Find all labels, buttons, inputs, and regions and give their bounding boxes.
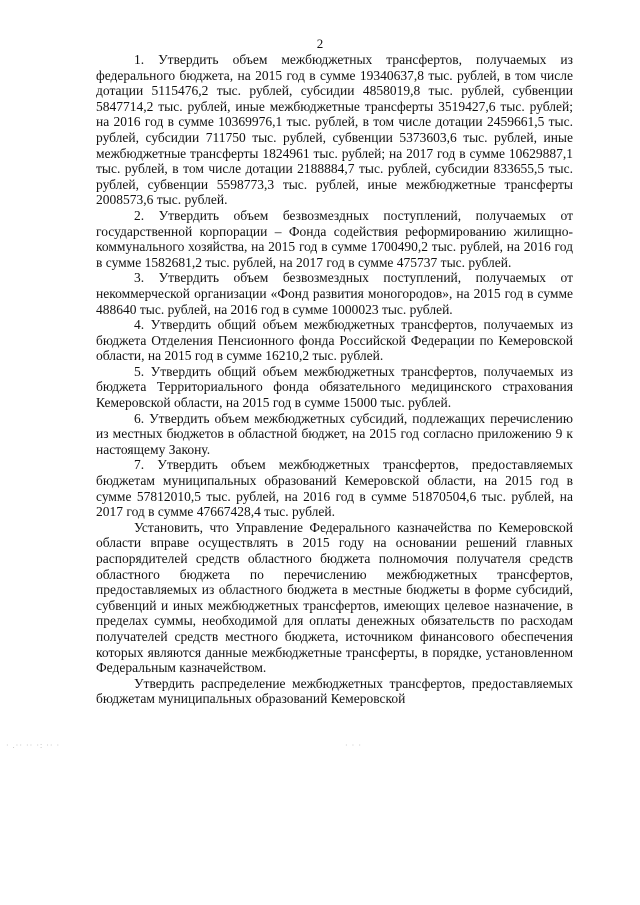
paragraph-5-medical-insurance-transfers: 5. Утвердить общий объем межбюджетных трансфертов, получаемых из бюджета Территориального фонда обязательного медицинского страхования Кемеровской области, на 2015 год в сумме 15000 тыс. рублей. — [96, 363, 573, 411]
page-number: 2 — [316, 36, 324, 51]
paragraph-treasury-authority: Установить, что Управление Федерального казначейства по Кемеровской области вправе осуществлять в 2015 году на основании решений главных распорядителей средств областного бюджета полномочия получателя средств областного бюджета по перечислению межбюджетных трансфертов, предоставляемых из областного бюджета в местные бюджеты в форме субсидий, субвенций и иных межбюджетных трансфертов, имеющих целевое назначение, в пределах суммы, необходимой для оплаты денежных обязательств по расходам получателей средств местного бюджета, источником финансового обеспечения которых являются данные межбюджетные трансферты, в порядке, установленном Федеральным казначейством. — [96, 519, 573, 676]
paragraph-2-housing-fund-receipts: 2. Утвердить объем безвозмездных поступлений, получаемых от государственной корпорации – Фонда содействия реформированию жилищно-коммунального хозяйства, на 2015 год в сумме 1700490,2 тыс. рублей, на 2016 год в сумме 1582681,2 тыс. рублей, на 2017 год в сумме 475737 тыс. рублей. — [96, 207, 573, 270]
scan-artifact-middle: · · · — [345, 741, 362, 750]
paragraph-3-monotown-fund-receipts: 3. Утвердить объем безвозмездных поступлений, получаемых от некоммерческой организации «Фонд развития моногородов», на 2015 год в сумме 488640 тыс. рублей, на 2016 год в сумме 1000023 тыс. рублей. — [96, 270, 573, 317]
paragraph-7-municipal-transfers: 7. Утвердить объем межбюджетных трансфертов, предоставляемых бюджетам муниципальных образований Кемеровской области, на 2015 год в сумме 57812010,5 тыс. рублей, на 2016 год в сумме 51870504,6 тыс. рублей, на 2017 год в сумме 47667428,4 тыс. рублей. — [96, 457, 573, 520]
paragraph-1-federal-transfers: 1. Утвердить объем межбюджетных трансфертов, получаемых из федерального бюджета, на 2015 год в сумме 19340637,8 тыс. рублей, в том числе дотации 5115476,2 тыс. рублей, субсидии 4858019,8 тыс. рублей, субвенции 5847714,2 тыс. рублей, иные межбюджетные трансферты 3519427,6 тыс. рублей; на 2016 год в сумме 10369976,1 тыс. рублей, в том числе дотации 2459661,5 тыс. рублей, субсидии 711750 тыс. рублей, субвенции 5373603,6 тыс. рублей, иные межбюджетные трансферты 1824961 тыс. рублей; на 2017 год в сумме 10629887,1 тыс. рублей, в том числе дотации 2188884,7 тыс. рублей, субсидии 833655,5 тыс. рублей, субвенции 5598773,3 тыс. рублей, иные межбюджетные трансферты 2008573,6 тыс. рублей. — [96, 52, 573, 208]
document-body — [96, 52, 573, 707]
paragraph-distribution: Утвердить распределение межбюджетных трансфертов, предоставляемых бюджетам муниципальных образований Кемеровской — [96, 675, 573, 707]
paragraph-4-pension-fund-transfers: 4. Утвердить общий объем межбюджетных трансфертов, получаемых из бюджета Отделения Пенсионного фонда Российской Федерации по Кемеровской области, на 2015 год в сумме 16210,2 тыс. рублей. — [96, 317, 573, 364]
paragraph-6-local-subsidies: 6. Утвердить объем межбюджетных субсидий, подлежащих перечислению из местных бюджетов в областной бюджет, на 2015 год согласно приложению 9 к настоящему Закону. — [96, 410, 573, 457]
scan-artifact-left: · .·· ·· ·: ·· · — [6, 741, 61, 750]
